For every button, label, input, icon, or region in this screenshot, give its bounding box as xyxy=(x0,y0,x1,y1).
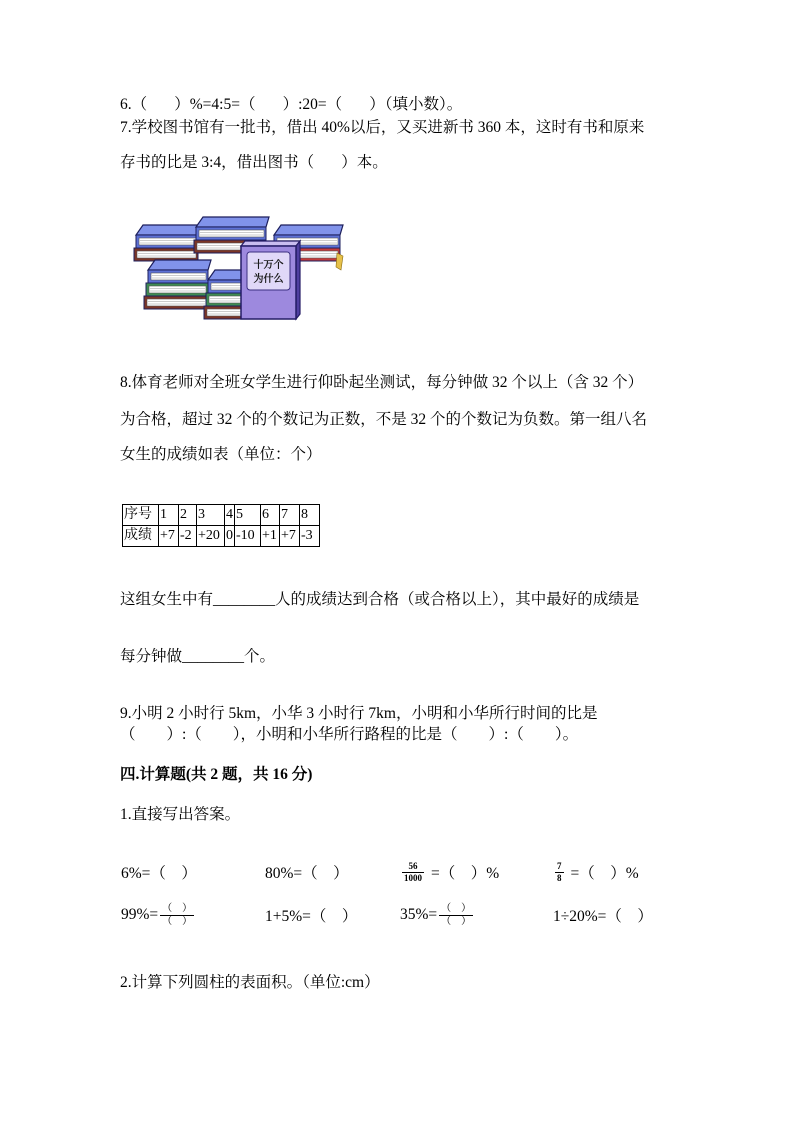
calc-item-row1-2 xyxy=(265,857,349,887)
table-cell: 7 xyxy=(280,505,300,526)
book-title-line-1: 十万个 xyxy=(253,260,284,271)
question-8-line-1: 8.体育老师对全班女学生进行仰卧起坐测试，每分钟做 32 个以上（含 32 个） xyxy=(120,374,644,391)
calc-item-row1-1 xyxy=(121,857,197,887)
book-stack-top-left xyxy=(134,225,201,261)
book-blue xyxy=(136,235,198,248)
calc-question-1-title: 1.直接写出答案。 xyxy=(120,806,241,823)
fraction xyxy=(402,861,424,884)
question-9-line-1: 9.小明 2 小时行 5km，小华 3 小时行 7km，小明和小华所行时间的比是 xyxy=(120,705,598,722)
fraction-denominator: （ ） xyxy=(441,915,472,927)
table-cell: 2 xyxy=(179,505,197,526)
table-cell: 8 xyxy=(300,505,320,526)
table-cell: 5 xyxy=(235,505,261,526)
fraction-denominator: （ ） xyxy=(162,915,193,927)
calc-expression-lead: 35%= xyxy=(400,906,438,923)
bookmark-tassel xyxy=(336,253,343,270)
book-top-cover xyxy=(274,225,343,235)
fraction xyxy=(555,861,564,884)
book-blue xyxy=(148,270,208,283)
calc-item-row2-1 xyxy=(121,900,196,930)
question-8-line-3: 女生的成绩如表（单位：个） xyxy=(120,446,322,463)
book-top-cover xyxy=(148,260,211,270)
calc-expression: 1+5%=（ ） xyxy=(265,908,358,925)
table-cell: +20 xyxy=(197,526,225,547)
book-stacks-layer xyxy=(134,217,343,319)
calc-item-row2-3 xyxy=(400,900,475,930)
question-7-line-2: 存书的比是 3:4，借出图书（ ）本。 xyxy=(120,154,388,171)
score-table xyxy=(122,504,320,547)
blank-fraction xyxy=(160,903,194,928)
fraction-numerator: 7 xyxy=(557,860,562,871)
table-row-scores xyxy=(123,526,320,547)
table-cell-header-label: 序号 xyxy=(123,505,159,526)
book-green xyxy=(146,283,208,296)
section-heading: 四.计算题(共 2 题，共 16 分) xyxy=(120,766,313,783)
fraction-numerator: （ ） xyxy=(162,902,193,914)
book-top-cover xyxy=(196,217,269,227)
table-cell: 6 xyxy=(261,505,280,526)
question-8-line-2: 为合格，超过 32 个的个数记为正数，不是 32 个的个数记为负数。第一组八名 xyxy=(120,411,648,428)
question-6: 6.（ ）%=4:5=（ ）:20=（ ）（填小数）。 xyxy=(120,96,463,113)
calc-question-2-title: 2.计算下列圆柱的表面积。（单位:cm） xyxy=(120,974,380,991)
table-cell: +7 xyxy=(280,526,300,547)
purple-book xyxy=(241,241,300,319)
book-stack-bottom-left xyxy=(144,260,211,309)
fraction-denominator: 8 xyxy=(557,872,562,883)
book-brown xyxy=(134,248,198,261)
calc-expression-tail: =（ ）% xyxy=(431,865,500,882)
table-cell: 1 xyxy=(159,505,179,526)
book-pages xyxy=(147,299,206,306)
table-cell: -2 xyxy=(179,526,197,547)
book-pages xyxy=(149,286,206,293)
calc-item-row1-4 xyxy=(553,857,639,887)
table-cell-scores-label: 成绩 xyxy=(123,526,159,547)
book-blue xyxy=(196,227,266,240)
calc-item-row1-3 xyxy=(400,857,499,887)
question-8-answer-line-1: 这组女生中有________人的成绩达到合格（或合格以上），其中最好的成绩是 xyxy=(120,591,640,608)
book-pages xyxy=(151,273,206,280)
fraction-denominator: 1000 xyxy=(404,872,422,883)
question-7-line-1: 7.学校图书馆有一批书，借出 40%以后，又买进新书 360 本，这时有书和原来 xyxy=(120,119,645,136)
calc-item-row2-2 xyxy=(265,900,357,930)
table-cell: +7 xyxy=(159,526,179,547)
blank-fraction xyxy=(439,903,473,928)
book-pages xyxy=(199,230,264,237)
book-pages xyxy=(139,238,196,245)
calc-expression-lead: 99%= xyxy=(121,906,159,923)
calc-item-row2-4 xyxy=(553,900,653,930)
question-9-line-2: （ ）:（ ），小明和小华所行路程的比是（ ）:（ ）。 xyxy=(120,726,579,743)
book-brown xyxy=(144,296,208,309)
book-top-cover xyxy=(136,225,201,235)
table-row-header xyxy=(123,505,320,526)
fraction-numerator: （ ） xyxy=(441,902,472,914)
question-8-answer-line-2: 每分钟做________个。 xyxy=(120,648,276,665)
calc-expression: 1÷20%=（ ） xyxy=(553,908,653,925)
book-title-line-2: 为什么 xyxy=(253,274,284,285)
calc-expression-tail: =（ ）% xyxy=(570,865,639,882)
calc-expression: 80%=（ ） xyxy=(265,865,349,882)
table-cell: 3 xyxy=(197,505,225,526)
fraction-numerator: 56 xyxy=(408,860,418,871)
table-cell: -10 xyxy=(235,526,261,547)
books-illustration xyxy=(128,213,350,323)
book-pages xyxy=(137,251,196,258)
table-cell: 4 xyxy=(225,505,235,526)
table-cell: 0 xyxy=(225,526,235,547)
calc-expression: 6%=（ ） xyxy=(121,865,197,882)
table-cell: +1 xyxy=(261,526,280,547)
table-cell: -3 xyxy=(300,526,320,547)
